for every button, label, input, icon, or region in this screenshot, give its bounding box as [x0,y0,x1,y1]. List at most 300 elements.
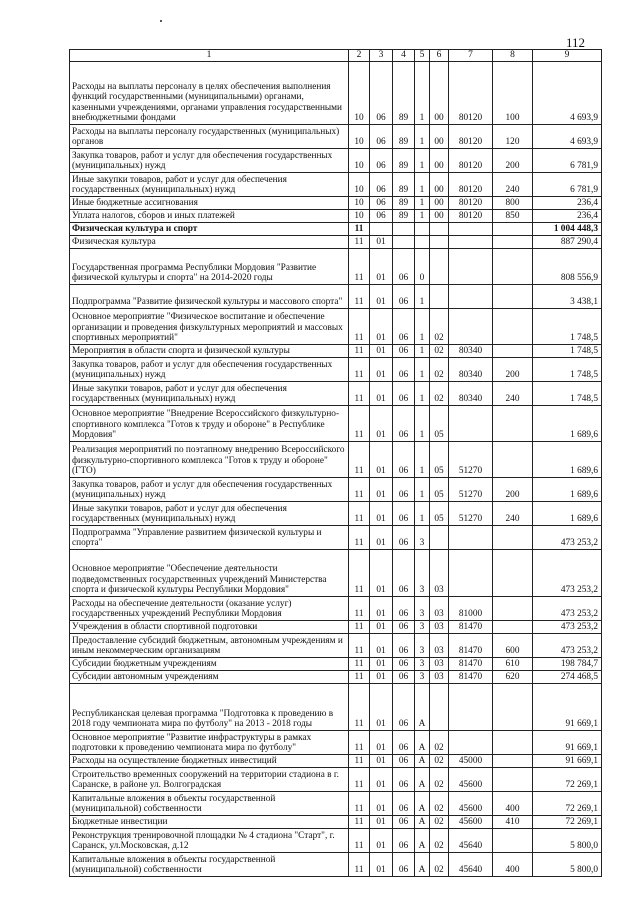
subprogram-code-cell: 1 [415,502,430,526]
expense-type-code-cell [493,684,533,731]
subprogram-code-cell: 3 [415,550,430,597]
section-code-cell: 11 [349,792,370,816]
subsection-code-cell: 06 [370,149,393,173]
table-row [70,597,602,621]
table-row [70,671,602,684]
row-name-cell: Строительство временных сооружений на территории стадиона в г. Саранске, в районе ул. Волгоградская [70,768,349,792]
row-name-cell: Закупка товаров, работ и услуг для обеспечения государственных (муниципальных) нужд [70,478,349,502]
header-cell: 6 [430,50,449,62]
direction-code-cell: 45600 [449,768,493,792]
expense-type-code-cell: 850 [493,210,533,223]
program-code-cell: 06 [393,249,415,285]
header-cell: 4 [393,50,415,62]
table-row [70,358,602,382]
row-name-cell: Иные закупки товаров, работ и услуг для обеспечения государственных (муниципальных) нужд [70,502,349,526]
subprogram-code-cell: 1 [415,173,430,197]
expense-type-code-cell [493,768,533,792]
direction-code-cell: 80120 [449,173,493,197]
subsection-code-cell: 01 [370,853,393,877]
program-code-cell: 89 [393,197,415,210]
direction-code-cell: 80120 [449,62,493,125]
direction-code-cell: 45000 [449,755,493,768]
direction-code-cell [449,236,493,249]
subprogram-code-cell: А [415,731,430,755]
program-code-cell: 06 [393,502,415,526]
budget-table [69,49,602,877]
subprogram-code-cell: А [415,684,430,731]
amount-cell: 91 669,1 [533,755,602,768]
subsection-code-cell: 01 [370,792,393,816]
table-row [70,658,602,671]
measure-code-cell: 00 [430,173,449,197]
table-row [70,406,602,442]
measure-code-cell: 03 [430,634,449,658]
amount-cell: 887 290,4 [533,236,602,249]
direction-code-cell: 81470 [449,658,493,671]
subprogram-code-cell: 1 [415,62,430,125]
direction-code-cell: 51270 [449,502,493,526]
subsection-code-cell: 06 [370,210,393,223]
table-row [70,621,602,634]
subsection-code-cell: 01 [370,442,393,478]
table-row [70,249,602,285]
program-code-cell: 06 [393,442,415,478]
amount-cell: 274 468,5 [533,671,602,684]
program-code-cell: 06 [393,829,415,853]
section-code-cell: 11 [349,249,370,285]
section-code-cell: 11 [349,621,370,634]
measure-code-cell: 00 [430,149,449,173]
subsection-code-cell: 01 [370,406,393,442]
table-row [70,792,602,816]
amount-cell: 473 253,2 [533,550,602,597]
direction-code-cell: 80340 [449,382,493,406]
subprogram-code-cell: 1 [415,309,430,345]
row-name-cell: Предоставление субсидий бюджетным, автономным учреждениям и иным некоммерческим организациям [70,634,349,658]
amount-cell: 5 800,0 [533,853,602,877]
program-code-cell: 06 [393,755,415,768]
measure-code-cell: 00 [430,197,449,210]
row-name-cell: Закупка товаров, работ и услуг для обеспечения государственных (муниципальных) нужд [70,149,349,173]
direction-code-cell: 45600 [449,792,493,816]
subprogram-code-cell: 3 [415,658,430,671]
program-code-cell: 06 [393,684,415,731]
section-code-cell: 11 [349,658,370,671]
section-code-cell: 11 [349,223,370,236]
section-code-cell: 11 [349,829,370,853]
section-code-cell: 10 [349,125,370,149]
program-code-cell: 06 [393,792,415,816]
subsection-code-cell: 01 [370,502,393,526]
expense-type-code-cell [493,249,533,285]
section-code-cell: 11 [349,236,370,249]
expense-type-code-cell: 620 [493,671,533,684]
subprogram-code-cell: А [415,816,430,829]
header-cell: 3 [370,50,393,62]
program-code-cell: 06 [393,358,415,382]
direction-code-cell [449,309,493,345]
table-row [70,149,602,173]
table-row [70,768,602,792]
direction-code-cell: 80340 [449,358,493,382]
table-header-row [70,50,602,62]
measure-code-cell [430,249,449,285]
subsection-code-cell: 01 [370,634,393,658]
table-row [70,684,602,731]
direction-code-cell: 80120 [449,197,493,210]
subsection-code-cell: 01 [370,345,393,358]
row-name-cell: Основное мероприятие "Внедрение Всероссийского физкультурно-спортивного комплекса "Готов к труду и обороне" в Республике Мордовия" [70,406,349,442]
section-code-cell: 11 [349,768,370,792]
table-row [70,442,602,478]
row-name-cell: Подпрограмма "Управление развитием физической культуры и спорта" [70,526,349,550]
table-row [70,731,602,755]
subsection-code-cell: 01 [370,816,393,829]
measure-code-cell: 00 [430,62,449,125]
section-code-cell: 10 [349,210,370,223]
expense-type-code-cell: 200 [493,149,533,173]
measure-code-cell: 03 [430,597,449,621]
direction-code-cell: 51270 [449,442,493,478]
subsection-code-cell [370,223,393,236]
subsection-code-cell: 01 [370,249,393,285]
subsection-code-cell: 06 [370,62,393,125]
direction-code-cell: 81470 [449,634,493,658]
section-code-cell: 11 [349,597,370,621]
expense-type-code-cell: 600 [493,634,533,658]
measure-code-cell: 00 [430,125,449,149]
row-name-cell: Иные бюджетные ассигнования [70,197,349,210]
header-cell: 9 [533,50,602,62]
direction-code-cell: 45640 [449,829,493,853]
subsection-code-cell: 01 [370,829,393,853]
direction-code-cell: 81470 [449,671,493,684]
header-cell: 1 [70,50,349,62]
program-code-cell: 06 [393,621,415,634]
section-code-cell: 11 [349,731,370,755]
direction-code-cell: 45600 [449,816,493,829]
subprogram-code-cell: А [415,755,430,768]
table-row [70,550,602,597]
section-code-cell: 11 [349,442,370,478]
table-row [70,197,602,210]
section-code-cell: 11 [349,382,370,406]
direction-code-cell [449,249,493,285]
program-code-cell: 06 [393,478,415,502]
section-code-cell: 11 [349,853,370,877]
row-name-cell: Бюджетные инвестиции [70,816,349,829]
table-row [70,62,602,125]
subsection-code-cell: 01 [370,550,393,597]
program-code-cell: 06 [393,731,415,755]
measure-code-cell: 02 [430,358,449,382]
program-code-cell: 89 [393,173,415,197]
expense-type-code-cell: 400 [493,853,533,877]
section-code-cell: 10 [349,62,370,125]
measure-code-cell: 05 [430,478,449,502]
subprogram-code-cell: 3 [415,597,430,621]
measure-code-cell: 03 [430,550,449,597]
direction-code-cell: 80120 [449,210,493,223]
expense-type-code-cell [493,550,533,597]
subprogram-code-cell: 1 [415,149,430,173]
direction-code-cell [449,684,493,731]
program-code-cell: 06 [393,658,415,671]
row-name-cell: Капитальные вложения в объекты государственной (муниципальной) собственности [70,853,349,877]
expense-type-code-cell [493,223,533,236]
measure-code-cell [430,684,449,731]
direction-code-cell: 45640 [449,853,493,877]
amount-cell: 1 689,6 [533,478,602,502]
table-row [70,634,602,658]
measure-code-cell: 02 [430,768,449,792]
amount-cell: 198 784,7 [533,658,602,671]
amount-cell: 1 748,5 [533,309,602,345]
expense-type-code-cell [493,755,533,768]
direction-code-cell [449,731,493,755]
row-name-cell: Уплата налогов, сборов и иных платежей [70,210,349,223]
subprogram-code-cell: 3 [415,634,430,658]
table-row [70,210,602,223]
direction-code-cell: 81000 [449,597,493,621]
expense-type-code-cell: 200 [493,478,533,502]
subprogram-code-cell: 1 [415,442,430,478]
expense-type-code-cell [493,829,533,853]
subsection-code-cell: 01 [370,658,393,671]
subsection-code-cell: 01 [370,309,393,345]
measure-code-cell [430,223,449,236]
section-code-cell: 11 [349,406,370,442]
program-code-cell: 89 [393,210,415,223]
table-row [70,478,602,502]
amount-cell: 1 689,6 [533,442,602,478]
table-row [70,223,602,236]
page-number: 112 [566,35,586,50]
subsection-code-cell: 06 [370,173,393,197]
amount-cell: 473 253,2 [533,597,602,621]
program-code-cell: 06 [393,768,415,792]
row-name-cell: Основное мероприятие "Физическое воспитание и обеспечение организации и проведения физкультурных мероприятий и массовых спортивных мероприятий" [70,309,349,345]
row-name-cell: Реализация мероприятий по поэтапному внедрению Всероссийского физкультурно-спортивного комплекса "Готов к труду и обороне" (ГТО) [70,442,349,478]
direction-code-cell: 51270 [449,478,493,502]
expense-type-code-cell: 240 [493,382,533,406]
amount-cell: 4 693,9 [533,125,602,149]
row-name-cell: Субсидии автономным учреждениям [70,671,349,684]
amount-cell: 473 253,2 [533,634,602,658]
section-code-cell: 10 [349,149,370,173]
row-name-cell: Расходы на обеспечение деятельности (оказание услуг) государственных учреждений Республики Мордовия [70,597,349,621]
subsection-code-cell: 01 [370,731,393,755]
subprogram-code-cell: 1 [415,406,430,442]
amount-cell: 1 748,5 [533,345,602,358]
expense-type-code-cell [493,526,533,550]
table-row [70,236,602,249]
table-row [70,345,602,358]
program-code-cell: 06 [393,406,415,442]
subprogram-code-cell: 1 [415,345,430,358]
direction-code-cell: 80120 [449,149,493,173]
section-code-cell: 11 [349,358,370,382]
program-code-cell: 06 [393,382,415,406]
direction-code-cell: 81470 [449,621,493,634]
measure-code-cell [430,285,449,309]
expense-type-code-cell: 120 [493,125,533,149]
subprogram-code-cell: 3 [415,621,430,634]
program-code-cell: 06 [393,285,415,309]
subsection-code-cell: 06 [370,197,393,210]
subsection-code-cell: 01 [370,621,393,634]
table-row [70,526,602,550]
amount-cell: 236,4 [533,210,602,223]
direction-code-cell [449,526,493,550]
expense-type-code-cell: 240 [493,502,533,526]
measure-code-cell: 02 [430,345,449,358]
expense-type-code-cell: 200 [493,358,533,382]
section-code-cell: 10 [349,173,370,197]
amount-cell: 1 748,5 [533,382,602,406]
subsection-code-cell: 01 [370,358,393,382]
program-code-cell: 06 [393,597,415,621]
table-row [70,173,602,197]
program-code-cell [393,223,415,236]
amount-cell: 473 253,2 [533,526,602,550]
measure-code-cell: 02 [430,755,449,768]
amount-cell: 5 800,0 [533,829,602,853]
expense-type-code-cell [493,597,533,621]
scan-speck [160,20,162,22]
amount-cell: 4 693,9 [533,62,602,125]
table-row [70,502,602,526]
row-name-cell: Физическая культура и спорт [70,223,349,236]
measure-code-cell: 02 [430,731,449,755]
section-code-cell: 11 [349,502,370,526]
section-code-cell: 11 [349,755,370,768]
expense-type-code-cell: 800 [493,197,533,210]
expense-type-code-cell: 610 [493,658,533,671]
table-row [70,382,602,406]
amount-cell: 6 781,9 [533,173,602,197]
section-code-cell: 11 [349,550,370,597]
measure-code-cell: 02 [430,853,449,877]
measure-code-cell: 05 [430,502,449,526]
row-name-cell: Основное мероприятие "Обеспечение деятельности подведомственных государственных учреждений Министерства спорта и физической культуры Республики Мордовия" [70,550,349,597]
table-row [70,285,602,309]
subprogram-code-cell [415,236,430,249]
subsection-code-cell: 01 [370,285,393,309]
amount-cell: 473 253,2 [533,621,602,634]
subsection-code-cell: 01 [370,755,393,768]
subprogram-code-cell: 1 [415,285,430,309]
row-name-cell: Расходы на выплаты персоналу в целях обеспечения выполнения функций государственными (муниципальными) органами, казенными учреждениями, органами управления государственными внебюджетными фондами [70,62,349,125]
header-cell: 7 [449,50,493,62]
row-name-cell: Расходы на осуществление бюджетных инвестиций [70,755,349,768]
subsection-code-cell: 01 [370,684,393,731]
program-code-cell: 06 [393,853,415,877]
table-body [70,62,602,877]
row-name-cell: Подпрограмма "Развитие физической культуры и массового спорта" [70,285,349,309]
expense-type-code-cell: 240 [493,173,533,197]
amount-cell: 72 269,1 [533,768,602,792]
measure-code-cell: 02 [430,816,449,829]
program-code-cell: 89 [393,62,415,125]
expense-type-code-cell [493,442,533,478]
amount-cell: 72 269,1 [533,792,602,816]
subprogram-code-cell [415,223,430,236]
expense-type-code-cell [493,309,533,345]
row-name-cell: Республиканская целевая программа "Подготовка к проведению в 2018 году чемпионата мира по футболу" на 2013 - 2018 годы [70,684,349,731]
amount-cell: 91 669,1 [533,731,602,755]
row-name-cell: Расходы на выплаты персоналу государственных (муниципальных) органов [70,125,349,149]
subprogram-code-cell: 1 [415,197,430,210]
row-name-cell: Субсидии бюджетным учреждениям [70,658,349,671]
row-name-cell: Государственная программа Республики Мордовия "Развитие физической культуры и спорта" на 2014-2020 годы [70,249,349,285]
header-cell: 8 [493,50,533,62]
direction-code-cell: 80340 [449,345,493,358]
header-cell: 5 [415,50,430,62]
amount-cell: 1 004 448,3 [533,223,602,236]
subprogram-code-cell: 1 [415,125,430,149]
subsection-code-cell: 01 [370,671,393,684]
subprogram-code-cell: А [415,792,430,816]
header-cell: 2 [349,50,370,62]
subprogram-code-cell: 3 [415,526,430,550]
program-code-cell: 06 [393,526,415,550]
amount-cell: 3 438,1 [533,285,602,309]
subprogram-code-cell: А [415,768,430,792]
section-code-cell: 10 [349,197,370,210]
amount-cell: 91 669,1 [533,684,602,731]
measure-code-cell: 02 [430,309,449,345]
section-code-cell: 11 [349,285,370,309]
subsection-code-cell: 01 [370,526,393,550]
direction-code-cell [449,223,493,236]
program-code-cell: 06 [393,634,415,658]
amount-cell: 1 689,6 [533,406,602,442]
program-code-cell: 06 [393,309,415,345]
subprogram-code-cell: 1 [415,478,430,502]
measure-code-cell: 03 [430,621,449,634]
table-row [70,829,602,853]
program-code-cell: 06 [393,671,415,684]
row-name-cell: Иные закупки товаров, работ и услуг для обеспечения государственных (муниципальных) нужд [70,382,349,406]
expense-type-code-cell: 400 [493,792,533,816]
measure-code-cell: 03 [430,671,449,684]
measure-code-cell: 05 [430,442,449,478]
expense-type-code-cell [493,406,533,442]
section-code-cell: 11 [349,816,370,829]
subsection-code-cell: 06 [370,125,393,149]
amount-cell: 1 689,6 [533,502,602,526]
measure-code-cell: 00 [430,210,449,223]
row-name-cell: Учреждения в области спортивной подготовки [70,621,349,634]
measure-code-cell: 02 [430,382,449,406]
measure-code-cell [430,236,449,249]
subprogram-code-cell: 1 [415,210,430,223]
subsection-code-cell: 01 [370,236,393,249]
amount-cell: 72 269,1 [533,816,602,829]
table-row [70,816,602,829]
table-row [70,755,602,768]
amount-cell: 1 748,5 [533,358,602,382]
amount-cell: 236,4 [533,197,602,210]
program-code-cell: 06 [393,345,415,358]
row-name-cell: Капитальные вложения в объекты государственной (муниципальной) собственности [70,792,349,816]
section-code-cell: 11 [349,634,370,658]
subprogram-code-cell: 1 [415,358,430,382]
row-name-cell: Основное мероприятие "Развитие инфраструктуры в рамках подготовки к проведению чемпионата мира по футболу" [70,731,349,755]
expense-type-code-cell: 410 [493,816,533,829]
subprogram-code-cell: А [415,853,430,877]
